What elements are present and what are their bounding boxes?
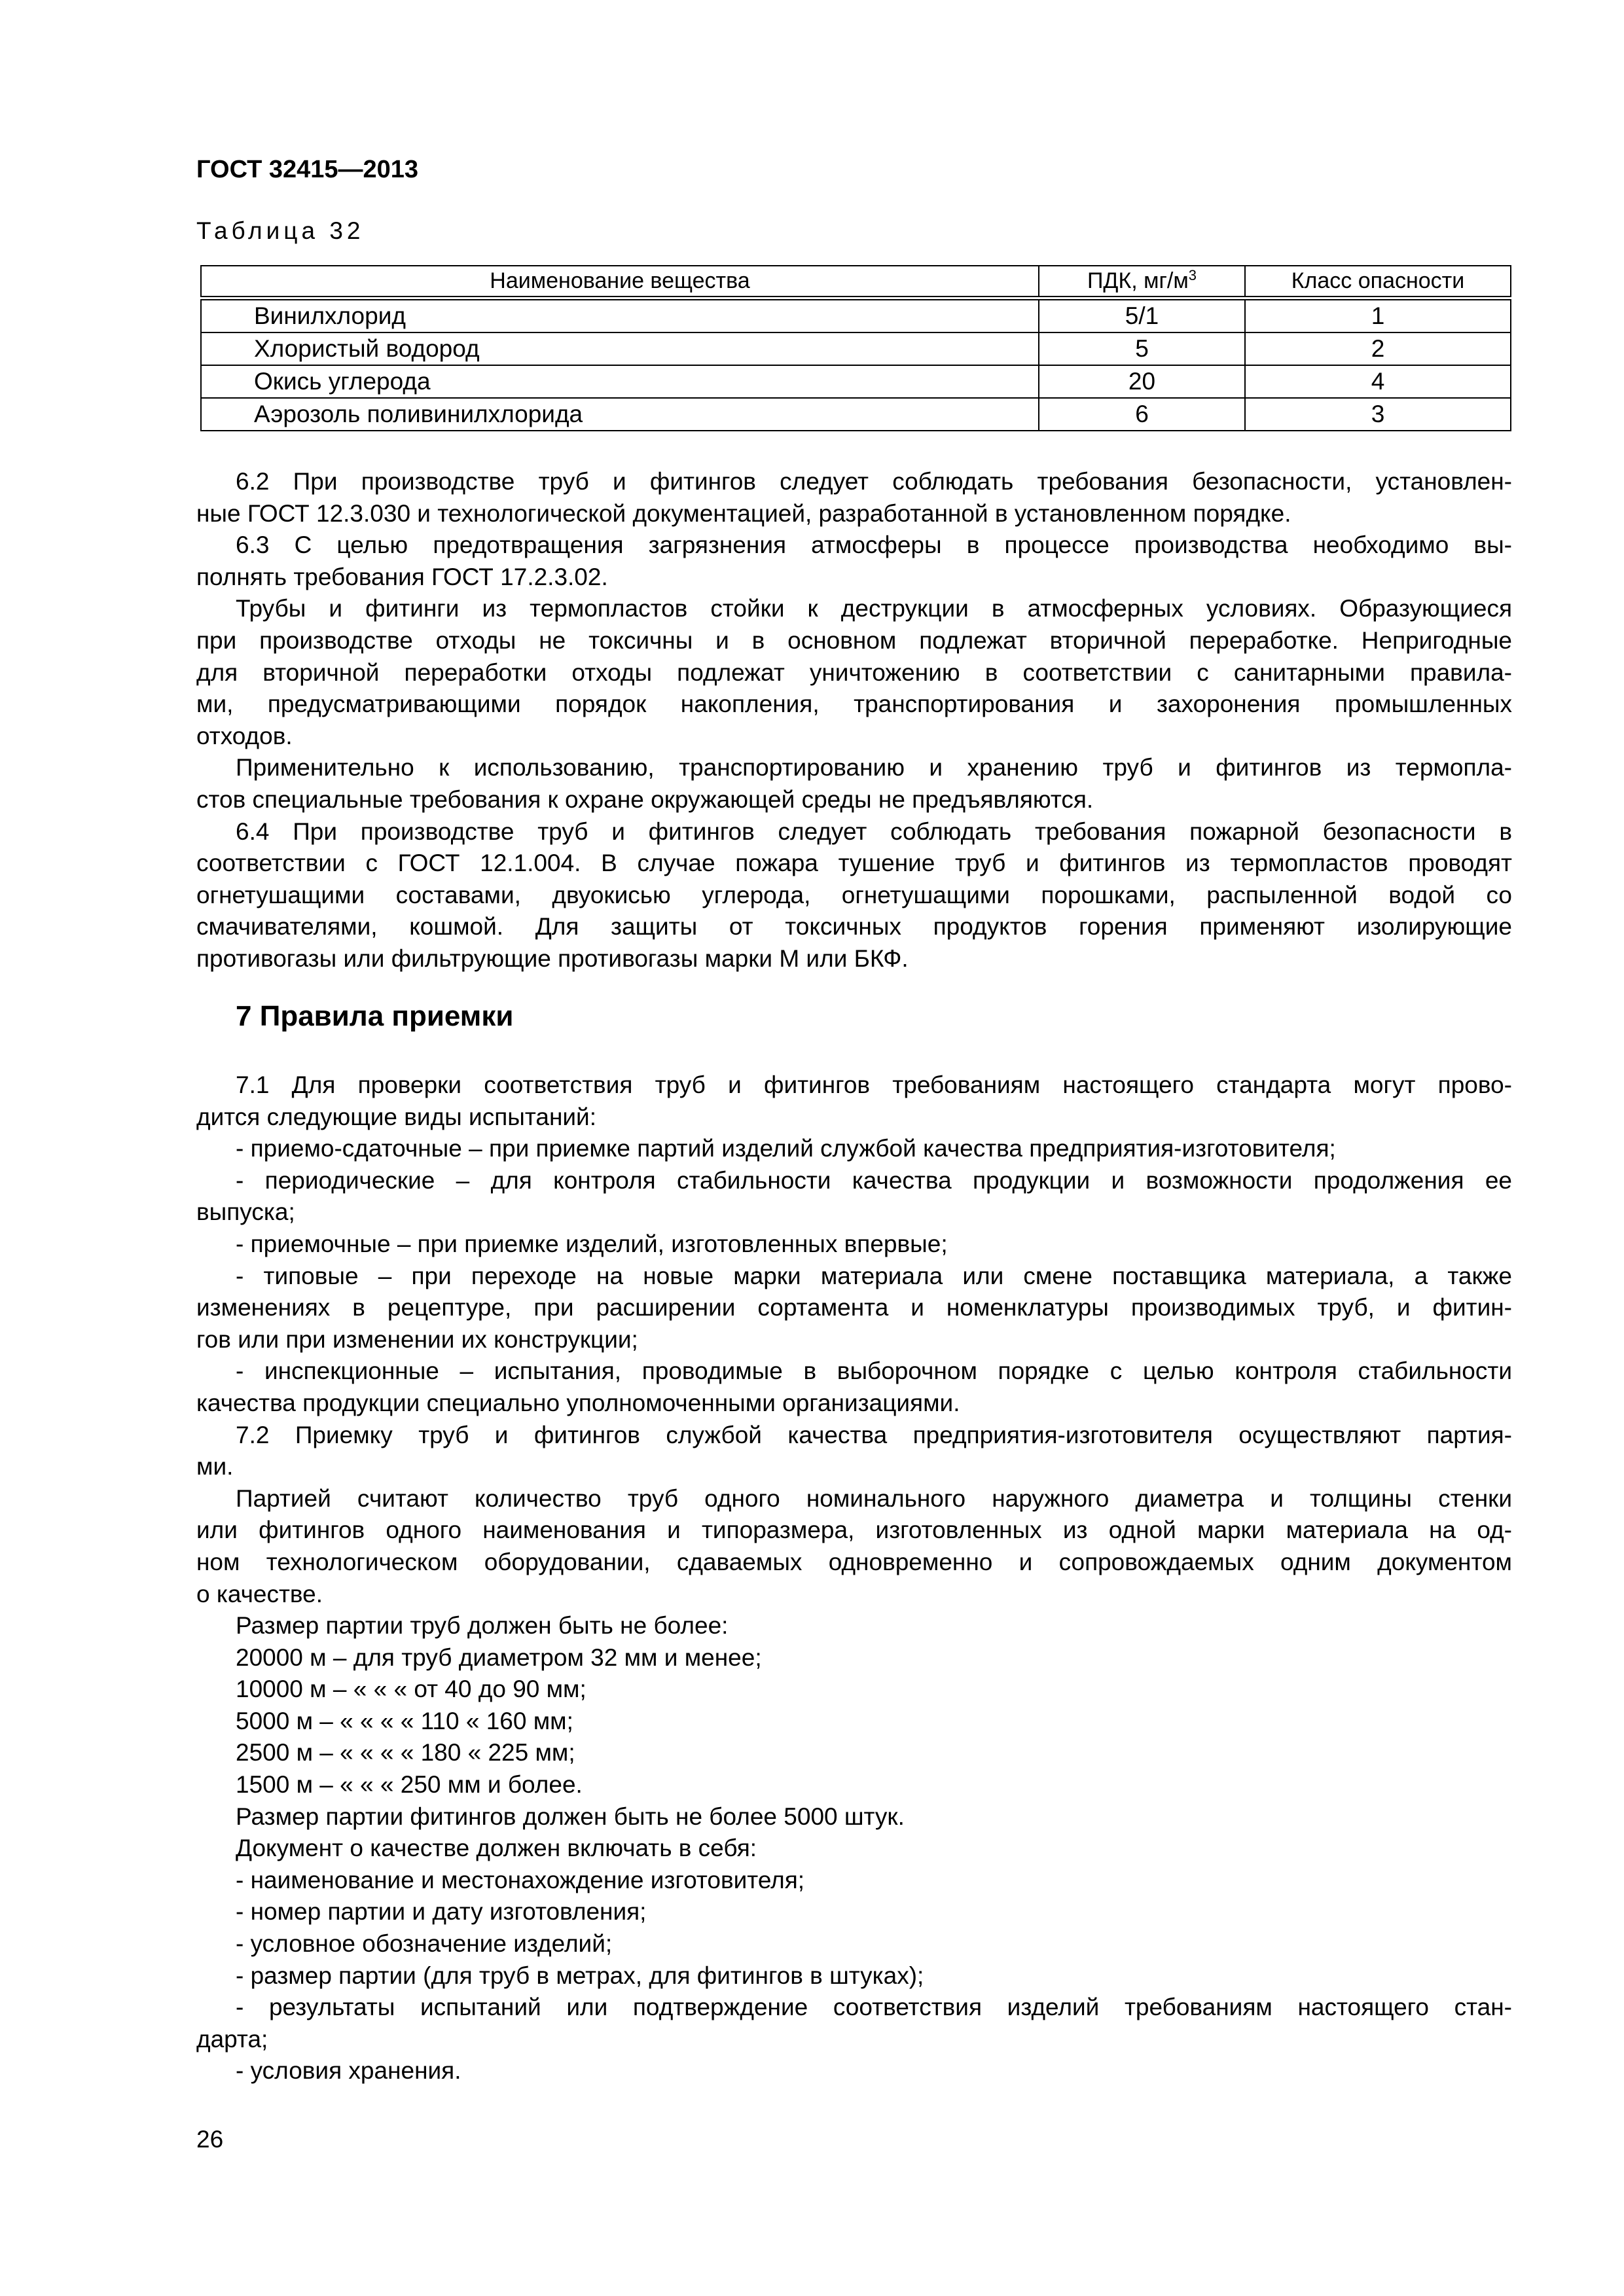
text-line: соответствии с ГОСТ 12.1.004. В случае пожара тушение труб и фитингов из термопластов проводят: [196, 850, 1512, 877]
paragraph: [196, 1992, 1512, 2055]
text-line: - размер партии (для труб в метрах, для фитингов в штуках);: [236, 1962, 924, 1989]
text-line: Размер партии фитингов должен быть не более 5000 штук.: [236, 1803, 905, 1830]
section-7-text: [196, 1069, 1512, 2087]
paragraph: [196, 1865, 1512, 1897]
text-line: о качестве.: [196, 1580, 323, 1607]
text-line: - периодические – для контроля стабильности качества продукции и возможности продолжения ее: [236, 1166, 1512, 1194]
paragraph: [196, 1610, 1512, 1642]
mpc-value-cell: 6: [1039, 398, 1245, 431]
text-line: Партией считают количество труб одного номинального наружного диаметра и толщины стенки: [236, 1484, 1512, 1512]
paragraph: [196, 1133, 1512, 1165]
text-line: ми.: [196, 1453, 234, 1480]
text-line: - номер партии и дату изготовления;: [236, 1898, 647, 1926]
text-line: 6.3 С целью предотвращения загрязнения атмосферы в процессе производства необходимо вы-: [236, 531, 1512, 559]
mpc-label: ПДК, мг/м: [1087, 268, 1189, 293]
substance-name-cell: Аэрозоль поливинилхлорида: [201, 398, 1039, 431]
page-number: 26: [196, 2126, 224, 2153]
hazard-class-cell: 1: [1245, 298, 1511, 333]
document-header: ГОСТ 32415—2013: [196, 156, 419, 183]
substance-name-cell: Окись углерода: [201, 365, 1039, 398]
paragraph: [196, 1928, 1512, 1960]
paragraph: [196, 1674, 1512, 1706]
paragraph: [196, 1483, 1512, 1610]
text-line: смачивателями, кошмой. Для защиты от токсичных продуктов горения применяют изолирующие: [196, 913, 1512, 941]
paragraph: [196, 529, 1512, 593]
text-line: - типовые – при переходе на новые марки материала или смене поставщика материала, а также: [236, 1262, 1512, 1289]
table-row: [201, 365, 1511, 398]
text-line: Документ о качестве должен включать в себя:: [236, 1835, 757, 1862]
column-header-substance: Наименование вещества: [201, 266, 1039, 298]
text-line: - приемочные – при приемке изделий, изготовленных впервые;: [236, 1230, 948, 1257]
text-line: для вторичной переработки отходы подлежат уничтожению в соответствии с санитарными правила-: [196, 658, 1512, 686]
text-line: 10000 м – « « « от 40 до 90 мм;: [236, 1676, 586, 1703]
paragraph: [196, 1165, 1512, 1229]
paragraph: [196, 1896, 1512, 1928]
text-line: полнять требования ГОСТ 17.2.3.02.: [196, 563, 608, 590]
text-line: 6.4 При производстве труб и фитингов следует соблюдать требования пожарной безопасности в: [236, 817, 1512, 845]
table-header-row: [201, 266, 1511, 298]
text-line: 7.2 Приемку труб и фитингов службой качества предприятия-изготовителя осуществляют партия-: [236, 1421, 1512, 1448]
text-line: дарта;: [196, 2025, 268, 2053]
text-line: - наименование и местонахождение изготовителя;: [236, 1866, 805, 1893]
mpc-value-cell: 5/1: [1039, 298, 1245, 333]
text-line: 1500 м – « « « 250 мм и более.: [236, 1771, 583, 1799]
text-line: ном технологическом оборудовании, сдаваемых одновременно и сопровождаемых одним документом: [196, 1548, 1512, 1575]
text-line: 20000 м – для труб диаметром 32 мм и менее;: [236, 1643, 762, 1671]
hazard-class-cell: 2: [1245, 332, 1511, 365]
text-line: дится следующие виды испытаний:: [196, 1103, 597, 1130]
text-line: ми, предусматривающими порядок накопления, транспортирования и захоронения промышленных: [196, 691, 1512, 718]
text-line: - условное обозначение изделий;: [236, 1930, 613, 1958]
text-line: Размер партии труб должен быть не более:: [236, 1612, 729, 1640]
unit-superscript: 3: [1188, 267, 1197, 283]
text-line: - условия хранения.: [236, 2057, 461, 2085]
hazard-class-cell: 3: [1245, 398, 1511, 431]
text-line: при производстве отходы не токсичны и в основном подлежат вторичной переработке. Непригодные: [196, 626, 1512, 654]
mpc-value-cell: 20: [1039, 365, 1245, 398]
paragraph: [196, 1960, 1512, 1992]
text-line: Трубы и фитинги из термопластов стойки к деструкции в атмосферных условиях. Образующиеся: [236, 595, 1512, 622]
text-line: 7.1 Для проверки соответствия труб и фитингов требованиям настоящего стандарта могут прово-: [236, 1071, 1512, 1098]
column-header-hazard-class: Класс опасности: [1245, 266, 1511, 298]
mpc-value-cell: 5: [1039, 332, 1245, 365]
substance-name-cell: Хлористый водород: [201, 332, 1039, 365]
text-line: - результаты испытаний или подтверждение соответствия изделий требованиям настоящего стан-: [236, 1994, 1512, 2021]
paragraph: [196, 1355, 1512, 1419]
text-line: 2500 м – « « « « 180 « 225 мм;: [236, 1739, 575, 1767]
paragraph: [196, 1833, 1512, 1865]
hazard-class-cell: 4: [1245, 365, 1511, 398]
text-line: ные ГОСТ 12.3.030 и технологической документацией, разработанной в установленном порядке.: [196, 499, 1291, 527]
paragraph: [196, 752, 1512, 816]
text-line: противогазы или фильтрующие противогазы марки М или БКФ.: [196, 944, 909, 972]
paragraph: [196, 1420, 1512, 1483]
text-line: - приемо-сдаточные – при приемке партий изделий службой качества предприятия-изготовителя;: [236, 1135, 1336, 1162]
table-row: [201, 298, 1511, 333]
substances-table: [200, 265, 1511, 431]
paragraph: [196, 1642, 1512, 1674]
text-line: выпуска;: [196, 1198, 295, 1226]
substance-name-cell: Винилхлорид: [201, 298, 1039, 333]
table-caption: Таблица 32: [196, 217, 365, 244]
paragraph: [196, 1706, 1512, 1738]
column-header-mpc: [1039, 266, 1245, 298]
paragraph: [196, 1069, 1512, 1133]
paragraph: [196, 1801, 1512, 1833]
text-line: Применительно к использованию, транспортированию и хранению труб и фитингов из термопла-: [236, 754, 1512, 781]
paragraph: [196, 2055, 1512, 2087]
table-row: [201, 332, 1511, 365]
text-line: 5000 м – « « « « 110 « 160 мм;: [236, 1707, 573, 1734]
paragraph: [196, 466, 1512, 529]
section-6-text: [196, 466, 1512, 975]
text-line: 6.2 При производстве труб и фитингов следует соблюдать требования безопасности, установлен-: [236, 468, 1512, 495]
text-line: гов или при изменении их конструкции;: [196, 1325, 638, 1353]
text-line: - инспекционные – испытания, проводимые в выборочном порядке с целью контроля стабильности: [236, 1357, 1512, 1385]
paragraph: [196, 1261, 1512, 1356]
text-line: изменениях в рецептуре, при расширении сортамента и номенклатуры производимых труб, и фитин-: [196, 1294, 1512, 1321]
paragraph: [196, 1769, 1512, 1801]
paragraph: [196, 816, 1512, 975]
paragraph: [196, 1229, 1512, 1261]
section-7-heading: 7 Правила приемки: [236, 1000, 514, 1032]
paragraph: [196, 593, 1512, 752]
paragraph: [196, 1737, 1512, 1769]
text-line: отходов.: [196, 722, 293, 749]
text-line: огнетушащими составами, двуокисью углерода, огнетушащими порошками, распыленной водой со: [196, 881, 1512, 908]
text-line: стов специальные требования к охране окружающей среды не предъявляются.: [196, 785, 1094, 813]
table-row: [201, 398, 1511, 431]
text-line: или фитингов одного наименования и типоразмера, изготовленных из одной марки материала на од-: [196, 1516, 1512, 1544]
text-line: качества продукции специально уполномоченными организациями.: [196, 1389, 960, 1416]
